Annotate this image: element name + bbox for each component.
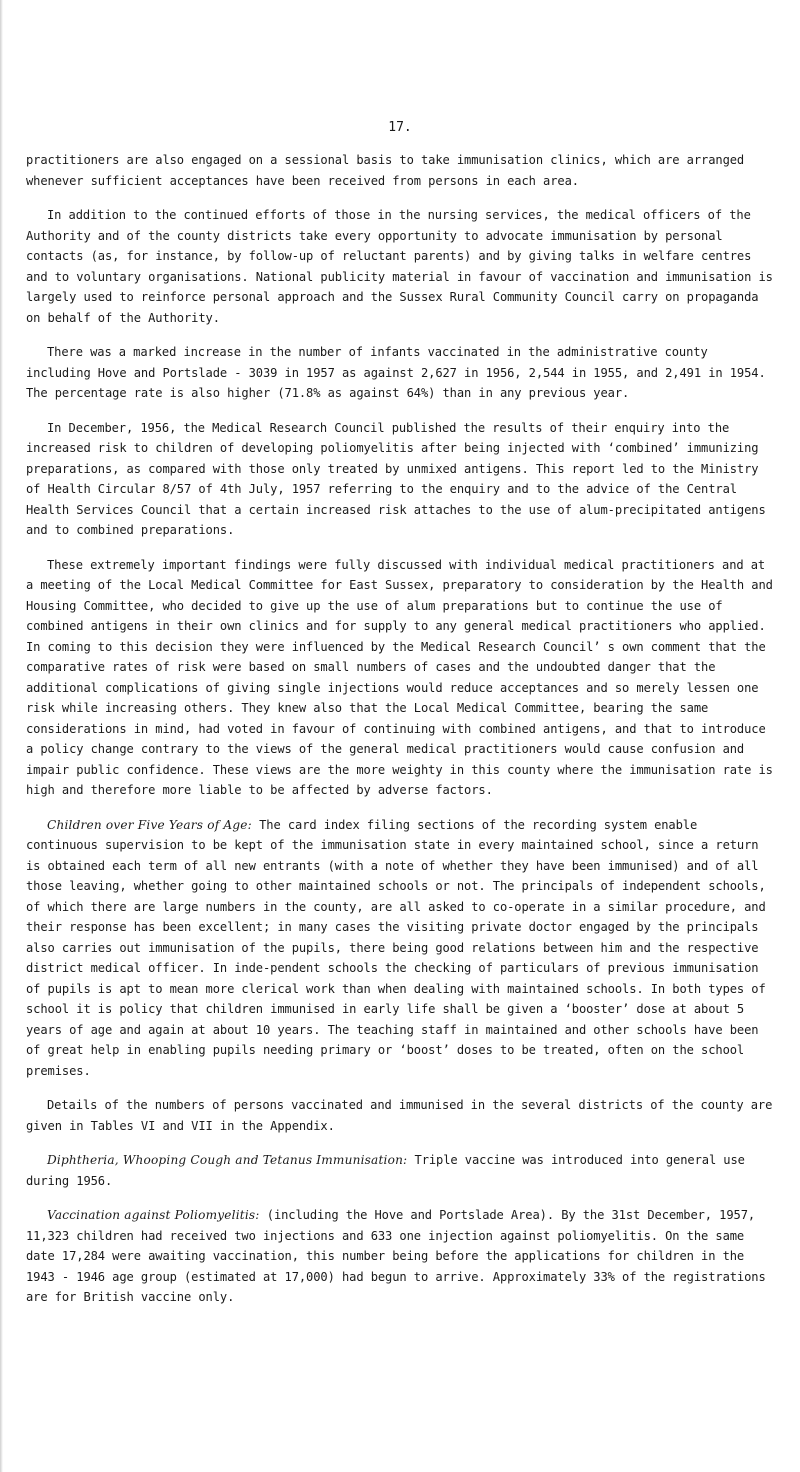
paragraph-text: In addition to the continued efforts of those in the nursing services, the medical officers of the Authority and of the county districts take every opportunity to advocate immunisation by personal contacts (as, for instance, by follow-up of reluctant parents) and by giving talks in welfare centres and to voluntary organisations. National publicity material in favour of vaccination and immunisation is largely used to reinforce personal approach and the Sussex Rural Community Council carry on propaganda on behalf of the Authority. — [26, 208, 773, 325]
paragraph-mrc-report — [26, 418, 776, 541]
paragraph-details-tables — [26, 1095, 776, 1136]
paragraph-text: practitioners are also engaged on a sessional basis to take immunisation clinics, which are arranged whenever sufficient acceptances have been received from persons in each area. — [26, 153, 745, 188]
paragraph-text: In December, 1956, the Medical Research Council published the results of their enquiry into the increased risk to children of developing poliomyelitis after being injected with ‘combined’ immunizing preparations, as compared with those only treated by unmixed antigens. This report led to the Ministry of Health Circular 8/57 of 4th July, 1957 referring to the enquiry and to the advice of the Central Health Services Council that a certain increased risk attaches to the use of alum-precipitated antigens and to combined preparations. — [26, 420, 766, 537]
paragraph-publicity — [26, 205, 776, 328]
paragraph-committee-findings — [26, 555, 776, 801]
section-lead-heading: Vaccination against Poliomyelitis: — [47, 1208, 260, 1222]
section-lead-heading: Children over Five Years of Age: — [47, 817, 252, 832]
paragraph-continuation — [26, 150, 776, 191]
paragraph-text: There was a marked increase in the number of infants vaccinated in the administrative county including Hove and Portslade - 3039 in 1957 as against 2,627 in 1956, 2,544 in 1955, and 2,491 in 1954. The percentage rate is also higher (71.8% as against 64%) than in any previous year. — [26, 345, 766, 400]
paragraph-text: (including the Hove and Portslade Area). By the 31st December, 1957, 11,323 children had received two injections and 633 one injection against poliomyelitis. On the same date 17,284 were awaiting vaccination, this number being before the applications for children in the 1943 - 1946 age group (estimated at 17,000) had begun to arrive. Approximately 33% of the registrations are for British vaccine only. — [26, 1208, 766, 1304]
paragraph-infant-vaccination — [26, 342, 776, 404]
paragraph-text: Details of the numbers of persons vaccinated and immunised in the several districts of the county are given in Tables VI and VII in the Appendix. — [26, 1098, 773, 1133]
paragraph-poliomyelitis — [26, 1205, 776, 1308]
paragraph-text: The card index filing sections of the recording system enable continuous supervision to be kept of the immunisation state in every maintained school, since a return is obtained each term of all new entrants (with a note of whether they have been immunised) and of all those leaving, whether going to other maintained schools or not. The principals of independent schools, of which there are large numbers in the county, are all asked to co-operate in a similar procedure, and their response has been excellent; in many cases the visiting private doctor engaged by the principals also carries out immunisation of the pupils, there being good relations between him and the respective district medical officer. In inde-pendent schools the checking of particulars of previous immunisation of pupils is apt to mean more clerical work than when dealing with maintained schools. In both types of school it is policy that children immunised in early life shall be given a ‘booster’ dose at about 5 years of age and again at about 10 years. The teaching staff in maintained and other schools have been of great help in enabling pupils needing primary or ‘boost’ doses to be treated, often on the school premises. — [26, 817, 766, 1078]
paragraph-children-over-five — [26, 815, 776, 1082]
document-body — [26, 150, 776, 1322]
page-number: 17. — [388, 120, 412, 135]
page-binding-edge — [0, 0, 3, 1472]
paragraph-text: Triple vaccine was introduced into general use during 1956. — [26, 1153, 745, 1188]
paragraph-triple-vaccine — [26, 1150, 776, 1191]
section-lead-heading: Diphtheria, Whooping Cough and Tetanus Immunisation: — [47, 1153, 408, 1167]
paragraph-text: These extremely important findings were fully discussed with individual medical practitioners and at a meeting of the Local Medical Committee for East Sussex, preparatory to consideration by the Health and Housing Committee, who decided to give up the use of alum preparations but to continue the use of combined antigens in their own clinics and for supply to any general medical practitioners who applied. In coming to this decision they were influenced by the Medical Research Council’ s own comment that the comparative rates of risk were based on small numbers of cases and the undoubted danger that the additional complications of giving single injections would reduce acceptances and so merely lessen one risk while increasing others. They knew also that the Local Medical Committee, bearing the same considerations in mind, had voted in favour of continuing with combined antigens, and that to introduce a policy change contrary to the views of the general medical practitioners would cause confusion and impair public confidence. These views are the more weighty in this county where the immunisation rate is high and therefore more liable to be affected by adverse factors. — [26, 557, 773, 797]
